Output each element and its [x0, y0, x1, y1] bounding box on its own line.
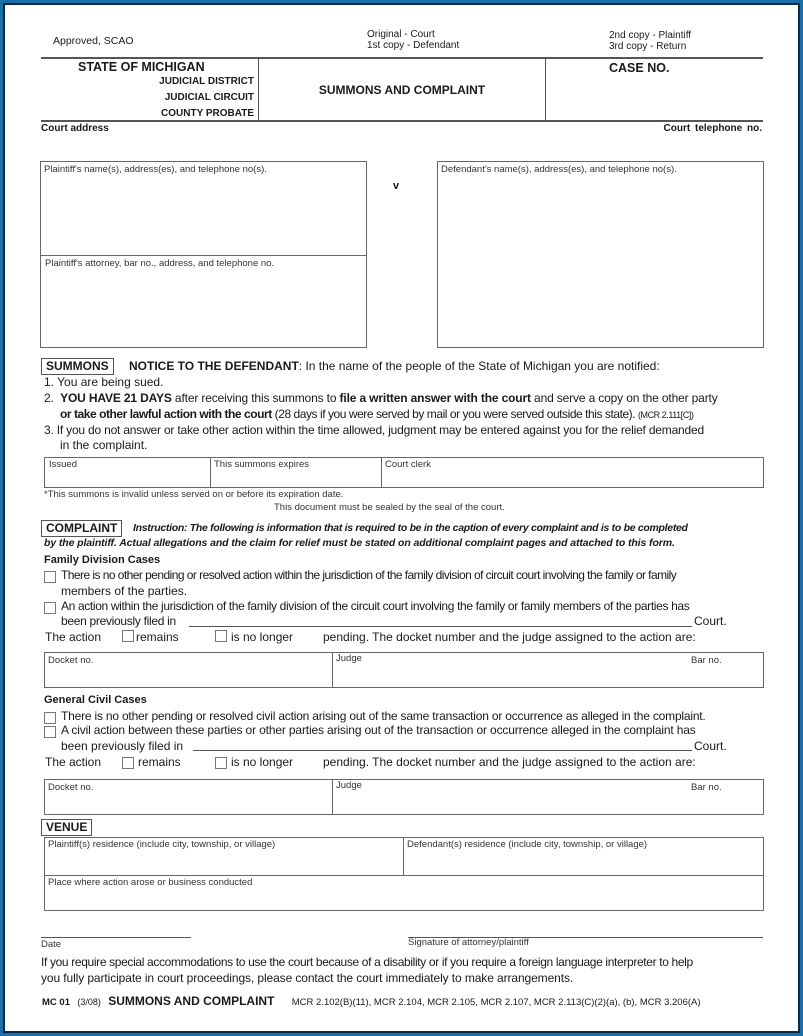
issued-field[interactable] — [45, 458, 210, 487]
court-rules: MCR 2.102(B)(11), MCR 2.104, MCR 2.105, MCR 2.107, MCR 2.113(C)(2)(a), (b), MCR 3.206(A) — [291, 997, 701, 1008]
attorney-label: Plaintiff's attorney, bar no., address, and telephone no. — [45, 258, 275, 269]
family-action-prefix: The action — [45, 630, 102, 644]
form-revision: (3/08) — [77, 997, 101, 1007]
judicial-district: JUDICIAL DISTRICT — [159, 76, 254, 87]
summons-item-1: 1. You are being sued. — [44, 375, 164, 389]
form-code: MC 01 — [42, 997, 70, 1008]
family-option-1-line-2: members of the parties. — [61, 584, 188, 598]
civil-docket-field[interactable] — [45, 780, 332, 814]
court-phone-label: Court telephone no. — [663, 123, 762, 134]
copy-third: 3rd copy - Return — [609, 41, 687, 52]
civil-remains-checkbox[interactable] — [122, 757, 134, 769]
date-label: Date — [41, 939, 62, 950]
plaintiff-field[interactable] — [40, 161, 367, 256]
family-docket-table — [44, 652, 764, 688]
family-docket-field[interactable] — [45, 653, 332, 687]
defendant-field[interactable] — [437, 161, 764, 348]
family-option-1-line-1: There is no other pending or resolved action within the jurisdiction of the family division of circuit court involving the family or family — [61, 568, 677, 582]
family-remains-checkbox[interactable] — [122, 630, 134, 642]
case-no-label: CASE NO. — [609, 61, 670, 75]
summons-item-2-line-1 — [44, 391, 718, 405]
civil-heading: General Civil Cases — [44, 694, 147, 706]
notice-heading: NOTICE TO THE DEFENDANT — [129, 359, 299, 373]
summons-item-3-line-1: 3. If you do not answer or take other action within the time allowed, judgment may be entered against you for the relief demanded — [44, 423, 704, 437]
family-no-longer-checkbox[interactable] — [215, 630, 227, 642]
family-option-2-line-1: An action within the jurisdiction of the family division of the circuit court involving the family or family members of the parties has — [61, 599, 690, 613]
civil-option-2-checkbox[interactable] — [44, 726, 56, 738]
family-remains-label: remains — [136, 630, 179, 644]
copy-original: Original - Court — [367, 29, 435, 40]
item-text: (28 days if you were served by mail or you were served outside this state). — [271, 407, 636, 421]
docket-label: Docket no. — [48, 655, 94, 666]
copy-second: 2nd copy - Plaintiff — [609, 30, 692, 41]
civil-remains-label: remains — [138, 755, 181, 769]
attorney-field[interactable] — [40, 255, 367, 348]
footer-title: SUMMONS AND COMPLAINT — [108, 994, 275, 1008]
civil-pending-text: pending. The docket number and the judge assigned to the action are: — [323, 755, 696, 769]
civil-option-1-line-1: There is no other pending or resolved civil action arising out of the same transaction or occurrence as alleged in the complaint. — [61, 709, 706, 723]
civil-option-2-line-1: A civil action between these parties or other parties arising out of the transaction or occurrence alleged in the complaint has — [61, 723, 696, 737]
expires-field[interactable] — [211, 458, 381, 487]
approved-text: Approved, SCAO — [53, 35, 134, 47]
case-no-field[interactable] — [546, 76, 762, 119]
family-option-2-line-2: been previously filed in — [61, 614, 176, 628]
date-field[interactable] — [41, 937, 191, 938]
summons-item-2-line-2 — [60, 407, 693, 421]
civil-docket-table — [44, 779, 764, 815]
summons-tag: SUMMONS — [41, 358, 114, 375]
plaintiff-residence-field[interactable] — [45, 838, 403, 875]
court-type-list — [120, 74, 254, 122]
header-top-rule — [41, 57, 763, 59]
civil-judge-field[interactable] — [333, 780, 763, 814]
versus-text: v — [393, 180, 400, 192]
judge-label: Judge — [336, 653, 362, 664]
complaint-tag: COMPLAINT — [41, 520, 122, 537]
family-option-1-checkbox[interactable] — [44, 571, 56, 583]
instruction-line-2: by the plaintiff. Actual allegations and the claim for relief must be stated on additional complaint pages and attached to this form. — [44, 537, 675, 549]
family-pending-text: pending. The docket number and the judge assigned to the action are: — [323, 630, 696, 644]
family-judge-field[interactable] — [333, 653, 763, 687]
civil-no-longer-checkbox[interactable] — [215, 757, 227, 769]
copy-first: 1st copy - Defendant — [367, 40, 460, 51]
venue-tag: VENUE — [41, 819, 92, 836]
form-title: SUMMONS AND COMPLAINT — [318, 83, 486, 97]
summons-item-3-line-2: in the complaint. — [60, 438, 148, 452]
defendant-residence-label: Defendant(s) residence (include city, township, or village) — [407, 839, 648, 850]
family-prior-court-field[interactable] — [189, 626, 692, 627]
defendant-label: Defendant's name(s), address(es), and telephone no(s). — [441, 164, 677, 175]
civil-option-2-line-2: been previously filed in — [61, 739, 184, 753]
county-probate: COUNTY PROBATE — [161, 108, 254, 119]
issue-table — [44, 457, 764, 488]
family-heading: Family Division Cases — [44, 554, 161, 566]
court-suffix: Court. — [694, 614, 727, 628]
family-option-2-checkbox[interactable] — [44, 602, 56, 614]
bar-label: Bar no. — [691, 655, 722, 666]
copy-distribution-center — [367, 29, 459, 51]
bar-label: Bar no. — [691, 782, 722, 793]
docket-label: Docket no. — [48, 782, 94, 793]
judge-label: Judge — [336, 780, 362, 791]
notice-text: : In the name of the people of the State of Michigan you are notified: — [298, 359, 660, 373]
court-suffix: Court. — [694, 739, 727, 753]
form-footer — [42, 994, 701, 1008]
civil-prior-court-field[interactable] — [193, 750, 692, 751]
copy-distribution-right — [609, 30, 691, 52]
plaintiff-label: Plaintiff's name(s), address(es), and telephone no(s). — [44, 164, 267, 175]
place-label: Place where action arose or business conducted — [48, 877, 253, 888]
place-field[interactable] — [45, 876, 763, 910]
family-no-longer-label: is no longer — [231, 630, 294, 644]
accommodation-line-1: If you require special accommodations to use the court because of a disability or if you require a foreign language interpreter to help — [41, 955, 693, 969]
item-text: and serve a copy on the other party — [530, 391, 718, 405]
plaintiff-residence-label: Plaintiff(s) residence (include city, township, or village) — [48, 839, 276, 850]
signature-label: Signature of attorney/plaintiff — [408, 937, 529, 948]
invalid-note: *This summons is invalid unless served on or before its expiration date. — [44, 489, 344, 500]
item-text: after receiving this summons to — [171, 391, 340, 405]
judicial-circuit: JUDICIAL CIRCUIT — [164, 92, 254, 103]
seal-note: This document must be sealed by the seal of the court. — [274, 502, 505, 513]
court-address-label: Court address — [41, 123, 109, 134]
clerk-field[interactable] — [382, 458, 763, 487]
instruction-line-1: Instruction: The following is information that is required to be in the caption of every complaint and is to be completed — [133, 522, 688, 534]
state-of-michigan: STATE OF MICHIGAN — [78, 60, 205, 74]
venue-table — [44, 837, 764, 911]
twenty-one-days: YOU HAVE 21 DAYS — [60, 391, 172, 405]
clerk-label: Court clerk — [385, 459, 431, 470]
defendant-residence-field[interactable] — [404, 838, 763, 875]
mcr-reference: (MCR 2.111[C]) — [638, 410, 694, 420]
file-answer: file a written answer with the court — [339, 391, 531, 405]
accommodation-line-2: you fully participate in court proceedings, please contact the court immediately to make arrangements. — [41, 971, 574, 985]
civil-option-1-checkbox[interactable] — [44, 712, 56, 724]
issued-label: Issued — [49, 459, 77, 470]
civil-action-prefix: The action — [45, 755, 102, 769]
expires-label: This summons expires — [214, 459, 310, 470]
notice-line — [129, 359, 660, 373]
item-number: 2. — [44, 391, 54, 405]
lawful-action: or take other lawful action with the court — [60, 407, 272, 421]
civil-no-longer-label: is no longer — [231, 755, 294, 769]
